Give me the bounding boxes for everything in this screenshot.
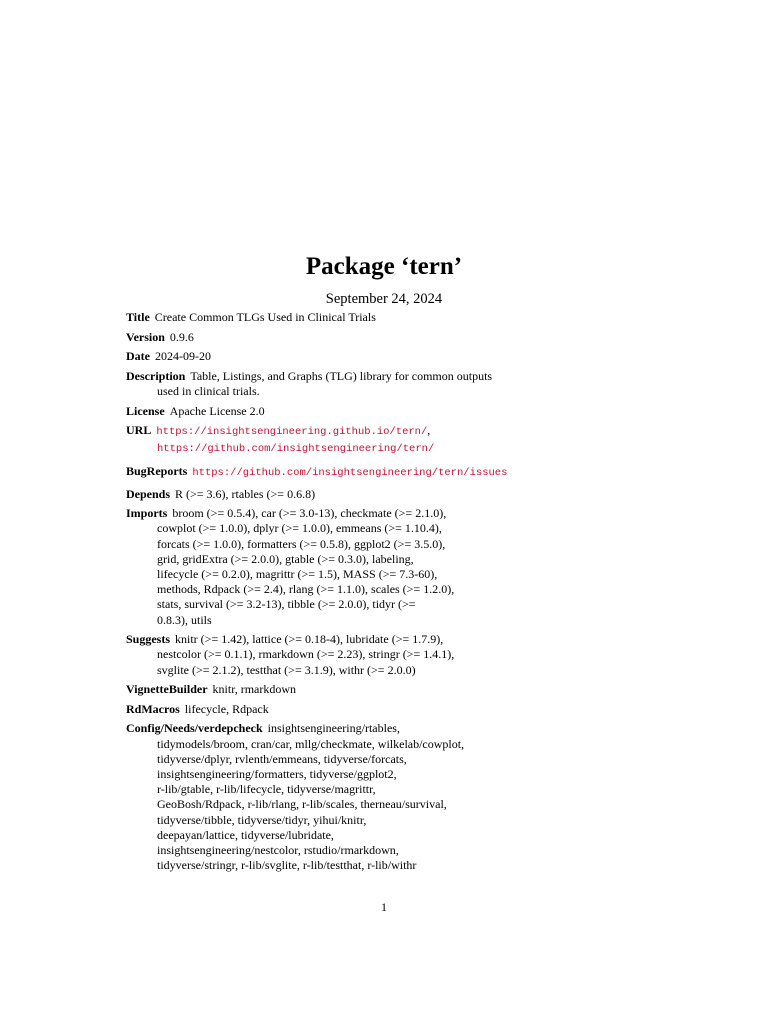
field-key: Date — [126, 349, 150, 364]
url-link-github[interactable]: https://github.com/insightsengineering/tern/ — [157, 443, 435, 456]
field-value: knitr, rmarkdown — [212, 682, 297, 697]
field-imports — [126, 506, 526, 628]
field-key: Description — [126, 368, 186, 383]
field-title — [126, 310, 526, 325]
continuation-line: methods, Rdpack (>= 2.4), rlang (>= 1.1.0), scales (>= 1.2.0), — [157, 582, 455, 597]
continuation-line: deepayan/lattice, tidyverse/lubridate, — [157, 827, 334, 842]
field-value: insightsengineering/rtables, — [267, 721, 400, 736]
continuation-line: grid, gridExtra (>= 2.0.0), gtable (>= 0.3.0), labeling, — [157, 551, 414, 566]
continuation-line: insightsengineering/nestcolor, rstudio/rmarkdown, — [157, 843, 399, 857]
field-value: Table, Listings, and Graphs (TLG) library for common outputs — [190, 368, 493, 383]
field-key: Imports — [126, 506, 168, 521]
field-suggests — [126, 632, 526, 678]
continuation-line: forcats (>= 1.0.0), formatters (>= 0.5.8), ggplot2 (>= 3.5.0), — [157, 536, 446, 551]
field-license — [126, 404, 526, 419]
field-key: RdMacros — [126, 701, 180, 716]
continuation-line: stats, survival (>= 3.2-13), tibble (>= 2.0.0), tidyr (>= — [157, 597, 416, 612]
page-title: Package ‘tern’ — [305, 253, 463, 280]
field-vignettebuilder — [126, 682, 526, 697]
field-depends — [126, 487, 526, 502]
continuation-line: tidymodels/broom, cran/car, mllg/checkmate, wilkelab/cowplot, — [157, 736, 465, 751]
continuation-line: nestcolor (>= 0.1.1), rmarkdown (>= 2.23), stringr (>= 1.4.1), — [157, 647, 455, 662]
continuation-line: tidyverse/dplyr, rvlenth/emmeans, tidyverse/forcats, — [157, 751, 407, 766]
field-description — [126, 369, 526, 399]
field-value: 2024-09-20 — [155, 349, 211, 364]
url-separator: , — [427, 423, 431, 438]
field-value: Create Common TLGs Used in Clinical Trials — [154, 310, 376, 324]
field-key: Config/Needs/verdepcheck — [126, 721, 263, 736]
description-fields — [126, 310, 526, 878]
field-value: broom (>= 0.5.4), car (>= 3.0-13), checkmate (>= 2.1.0), — [172, 506, 447, 521]
field-key: BugReports — [126, 464, 188, 479]
field-key: License — [126, 403, 165, 418]
field-key: Depends — [126, 486, 171, 501]
continuation-line: r-lib/gtable, r-lib/lifecycle, tidyverse/magrittr, — [157, 782, 376, 797]
field-key: Version — [126, 329, 165, 344]
field-key: Suggests — [126, 632, 171, 647]
continuation-line: tidyverse/stringr, r-lib/svglite, r-lib/testthat, r-lib/withr — [157, 858, 417, 873]
field-key: URL — [126, 423, 152, 438]
field-value: lifecycle, Rdpack — [184, 701, 269, 716]
url-link-pages[interactable]: https://insightsengineering.github.io/tern/ — [156, 426, 428, 439]
field-value: knitr (>= 1.42), lattice (>= 0.18-4), lubridate (>= 1.7.9), — [175, 632, 444, 647]
field-date — [126, 349, 526, 364]
bugreports-link[interactable]: https://github.com/insightsengineering/tern/issues — [192, 467, 508, 480]
continuation-line: lifecycle (>= 0.2.0), magrittr (>= 1.5), MASS (>= 7.3-60), — [157, 566, 438, 581]
field-value: 0.9.6 — [169, 329, 194, 344]
continuation-line: 0.8.3), utils — [157, 612, 212, 627]
continuation-line: cowplot (>= 1.0.0), dplyr (>= 1.0.0), emmeans (>= 1.10.4), — [157, 521, 442, 536]
field-key: Title — [126, 310, 150, 324]
field-bugreports — [126, 464, 526, 481]
continuation-line: GeoBosh/Rdpack, r-lib/rlang, r-lib/scales, therneau/survival, — [157, 797, 447, 812]
page-date: September 24, 2024 — [325, 291, 443, 307]
continuation-line: insightsengineering/formatters, tidyverse/ggplot2, — [157, 766, 397, 781]
field-version — [126, 330, 526, 345]
continuation-line: tidyverse/tibble, tidyverse/tidyr, yihui/knitr, — [157, 812, 367, 827]
field-value: R (>= 3.6), rtables (>= 0.6.8) — [175, 486, 316, 501]
page-number: 1 — [381, 900, 387, 914]
continuation-line: used in clinical trials. — [157, 383, 260, 398]
field-value: Apache License 2.0 — [169, 403, 265, 418]
field-url — [126, 423, 526, 458]
field-rdmacros — [126, 702, 526, 717]
continuation-line: svglite (>= 2.1.2), testthat (>= 3.1.9), withr (>= 2.0.0) — [157, 662, 416, 677]
field-config-needs-verdepcheck — [126, 721, 526, 873]
field-key: VignetteBuilder — [126, 682, 208, 697]
